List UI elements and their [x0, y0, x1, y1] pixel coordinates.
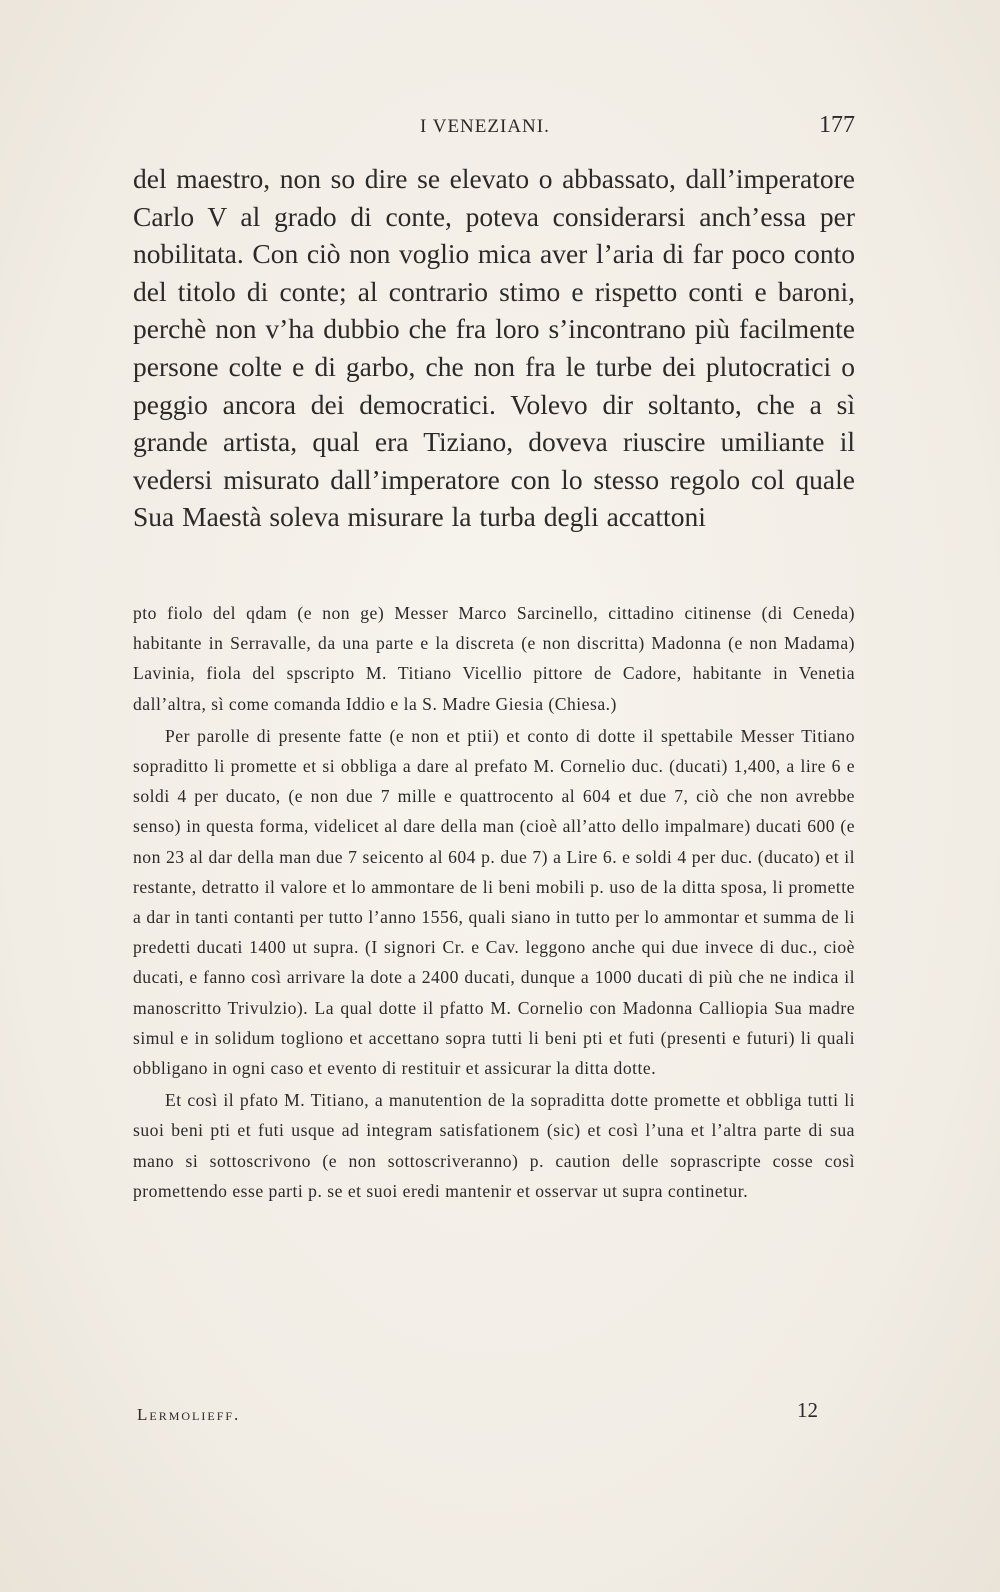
footnote-paragraph-3: Et così il pfato M. Titiano, a manutention de la sopraditta dotte promette et obbliga tutti li suoi beni pti et futi usque ad integram satisfationem (sic) et così l’una et l’altra parte di sua mano si sottoscrivono (e non sottoscriveranno) p. caution delle soprascripte cosse così promettendo esse parti p. se et suoi eredi mantenir et osservar ut supra continetur.: [133, 1090, 855, 1201]
running-head: [135, 112, 855, 142]
footnote: [133, 598, 855, 1206]
footnote-paragraph-1: pto fiolo del qdam (e non ge) Messer Marco Sarcinello, cittadino citinense (di Ceneda) habitante in Serravalle, da una parte e la discreta (e non discritta) Madonna (e non Madama) Lavinia, fiola del spscripto M. Titiano Vicellio pittore de Cadore, habitante in Venetia dall’altra, sì come comanda Iddio e la S. Madre Giesia (Chiesa.): [133, 603, 855, 714]
footnote-paragraph-2: Per parolle di presente fatte (e non et ptii) et conto di dotte il spettabile Messer Titiano sopraditto li promette et si obbliga a dare al prefato M. Cornelio duc. (ducati) 1,400, a lire 6 e soldi 4 per ducato, (e non due 7 mille e quattrocento al 604 et due 7, ciò che non avrebbe senso) in questa forma, videlicet al dare della man (cioè all’atto dello impalmare) ducati 600 (e non 23 al dar della man due 7 seicento al 604 p. due 7) a Lire 6. e soldi 4 per duc. (ducato) et il restante, detratto il valore et lo ammontare de li beni mobili p. uso de la ditta sposa, li promette a dar in tanti contanti per tutto l’anno 1556, quali siano in tutto per lo ammontar et summa de li predetti ducati 1400 ut supra. (I signori Cr. e Cav. leggono anche qui due invece di duc., cioè ducati, e fanno così arrivare la dote a 2400 ducati, dunque a 1000 ducati di più che ne indica il manoscritto Trivulzio). La qual dotte il pfatto M. Cornelio con Madonna Calliopia Sua madre simul e in solidum togliono et accettano sopra tutti li beni pti et futi (presenti e futuri) li quali obbligano in ogni caso et evento di restituir et assicurar la ditta dotte.: [133, 725, 855, 1079]
signature-mark: 12: [797, 1398, 818, 1422]
main-text-paragraph: del maestro, non so dire se elevato o abbassato, dall’imperatore Carlo V al grado di conte, poteva considerarsi anch’essa per nobilitata. Con ciò non voglio mica aver l’aria di far poco conto del titolo di conte; al contrario stimo e rispetto conti e baroni, perchè non v’ha dubbio che fra loro s’incontrano più facilmente persone colte e di garbo, che non fra le turbe dei plutocratici o peggio ancora dei democratici. Volevo dir soltanto, che a sì grande artista, qual era Tiziano, doveva riuscire umiliante il vedersi misurato dall’imperatore con lo stesso regolo col quale Sua Maestà soleva misurare la turba degli accattoni: [133, 163, 855, 533]
author-signature: Lermolieff.: [137, 1405, 241, 1424]
page-number: 177: [819, 112, 855, 138]
running-title: I VENEZIANI.: [420, 116, 550, 137]
